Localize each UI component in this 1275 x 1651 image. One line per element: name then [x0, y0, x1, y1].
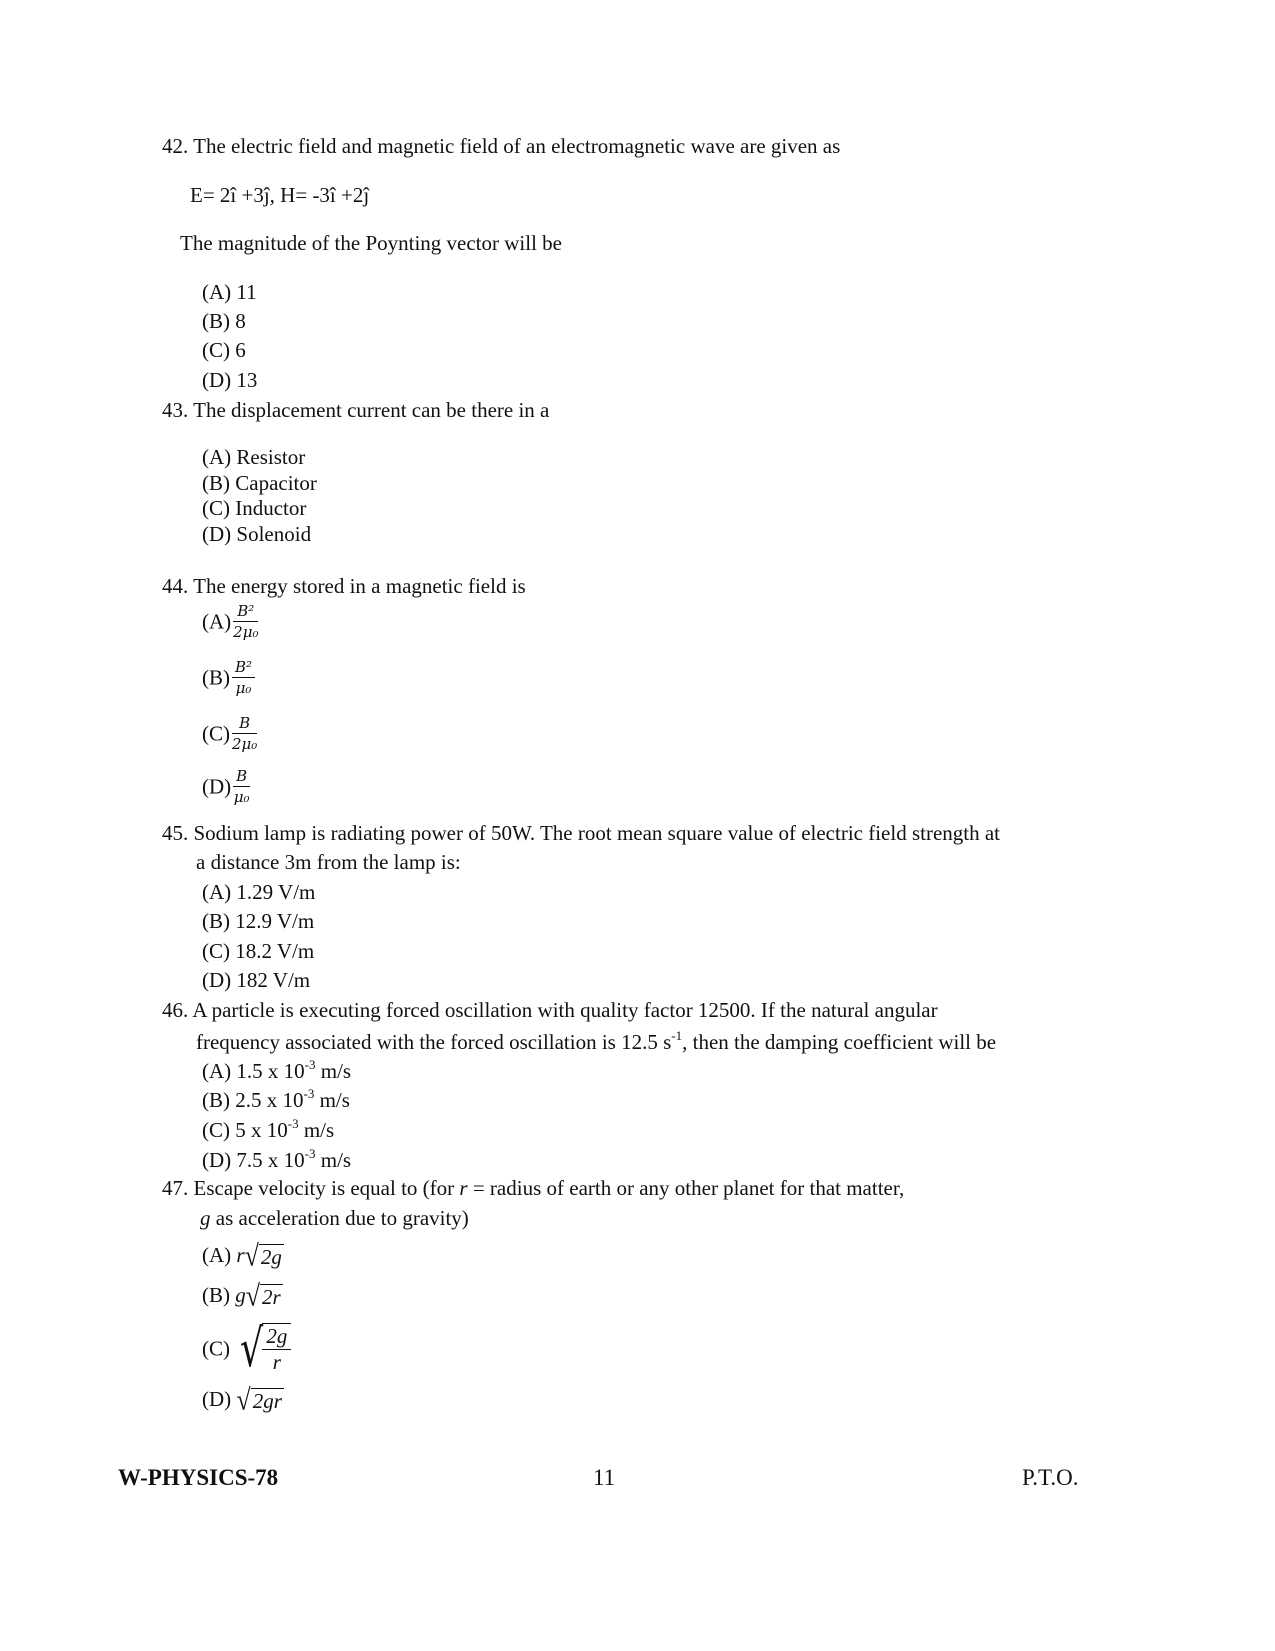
footer-paper-code: W-PHYSICS-78: [118, 1465, 279, 1490]
q44-option-b-numerator: B²: [232, 659, 255, 678]
q46-option-c-text: (C) 5 x 10: [202, 1118, 288, 1142]
sqrt-icon: √: [240, 1319, 264, 1379]
q47-option-b-label: (B): [202, 1283, 230, 1307]
q44-option-a-fraction: [233, 603, 258, 642]
q44-option-b: [202, 659, 255, 698]
q47-stem-line1-text: 47. Escape velocity is equal to (for: [162, 1176, 460, 1200]
q43-option-b: (B) Capacitor: [202, 471, 317, 495]
q44-option-d-label: (D): [202, 774, 232, 799]
q42-stem: 42. The electric field and magnetic field of an electromagnetic wave are given as: [162, 134, 841, 158]
q42-option-c: (C) 6: [202, 338, 246, 362]
q43-option-d: (D) Solenoid: [202, 522, 312, 546]
q44-option-c-label: (C): [202, 721, 230, 746]
q44-option-d-numerator: B: [233, 768, 250, 787]
q47-stem-line2-tail: as acceleration due to gravity): [210, 1206, 469, 1230]
q47-option-b-radicand: 2r: [262, 1285, 281, 1309]
q47-option-d-label: (D): [202, 1387, 232, 1411]
page-number: 11: [593, 1465, 616, 1490]
q44-option-c-fraction: [232, 715, 257, 754]
q44-option-a-label: (A): [202, 609, 232, 634]
q46-option-b-unit: m/s: [314, 1088, 350, 1112]
q47-option-a-sqrt: [245, 1240, 284, 1271]
q45-stem-line1: 45. Sodium lamp is radiating power of 50W. The root mean square value of electric field strength at: [162, 821, 1001, 845]
q45-stem-line2: a distance 3m from the lamp is:: [196, 850, 461, 874]
q47-option-b: [202, 1280, 283, 1311]
q47-option-c-sqrt: [235, 1318, 291, 1380]
q42-equation: E= 2î +3ĵ, H= -3î +2ĵ: [190, 183, 370, 207]
q46-option-d-text: (D) 7.5 x 10: [202, 1148, 305, 1172]
q44-option-d: [202, 768, 250, 807]
q46-option-d-unit: m/s: [315, 1148, 352, 1172]
q46-option-a-text: (A) 1.5 x 10: [202, 1059, 305, 1083]
q46-stem-line2: [196, 1028, 996, 1055]
q46-option-b-text: (B) 2.5 x 10: [202, 1088, 304, 1112]
q47-option-c-fraction: [262, 1323, 291, 1375]
q47-stem-r-symbol: r: [459, 1176, 468, 1200]
q47-stem-g-symbol: g: [200, 1206, 211, 1230]
q47-option-c-numerator: 2g: [262, 1324, 291, 1350]
footer-pto: P.T.O.: [1022, 1465, 1079, 1490]
q46-option-d-exponent: -3: [304, 1146, 316, 1161]
q42-option-a: (A) 11: [202, 280, 257, 304]
q44-option-b-fraction: [232, 659, 255, 698]
q46-option-a-exponent: -3: [304, 1057, 316, 1072]
q47-option-b-coefficient: g: [235, 1283, 246, 1307]
q46-option-c: [202, 1116, 334, 1143]
q47-option-d-sqrt: [236, 1384, 283, 1415]
q45-option-d: (D) 182 V/m: [202, 968, 311, 992]
q47-option-d: [202, 1384, 284, 1415]
q44-option-c-numerator: B: [232, 715, 257, 734]
q46-stem-line1: 46. A particle is executing forced oscillation with quality factor 12500. If the natural angular: [162, 998, 938, 1022]
q47-stem-line2: [200, 1206, 469, 1231]
q43-stem: 43. The displacement current can be there in a: [162, 398, 550, 422]
q47-option-c: [202, 1318, 291, 1380]
q43-option-c: (C) Inductor: [202, 496, 307, 520]
q44-option-d-fraction: [233, 768, 250, 807]
q46-option-c-exponent: -3: [287, 1116, 299, 1131]
q47-option-a-label: (A): [202, 1243, 232, 1267]
q44-option-a: [202, 603, 258, 642]
q47-option-a-coefficient: r: [236, 1243, 245, 1267]
sqrt-icon: √: [236, 1382, 251, 1417]
q44-option-b-denominator: μ₀: [235, 679, 252, 698]
q46-option-b-exponent: -3: [303, 1086, 315, 1101]
q46-stem-line2-text: frequency associated with the forced oscillation is 12.5 s: [196, 1030, 672, 1054]
q47-stem-line1: [162, 1176, 904, 1201]
q47-stem-line1-tail: = radius of earth or any other planet for that matter,: [467, 1176, 905, 1200]
q46-stem-line2-tail: , then the damping coefficient will be: [682, 1030, 997, 1054]
q44-option-a-numerator: B²: [233, 603, 258, 622]
q44-option-a-denominator: 2μ₀: [233, 623, 259, 642]
q45-option-b: (B) 12.9 V/m: [202, 909, 315, 933]
q47-option-a: [202, 1240, 284, 1271]
q46-option-d: [202, 1146, 351, 1173]
q46-stem-line2-exponent: -1: [671, 1028, 683, 1043]
q44-stem: 44. The energy stored in a magnetic field is: [162, 574, 526, 598]
q47-option-a-radicand: 2g: [260, 1245, 282, 1269]
q42-prompt: The magnitude of the Poynting vector will be: [180, 231, 562, 255]
q45-option-a: (A) 1.29 V/m: [202, 880, 316, 904]
q43-option-a: (A) Resistor: [202, 445, 306, 469]
sqrt-icon: √: [244, 1238, 259, 1273]
q46-option-b: [202, 1086, 350, 1113]
q42-option-b: (B) 8: [202, 309, 246, 333]
q47-option-c-label: (C): [202, 1336, 230, 1361]
q46-option-a: [202, 1057, 351, 1084]
sqrt-icon: √: [245, 1278, 261, 1313]
q47-option-b-sqrt: [246, 1280, 283, 1311]
q44-option-c-denominator: 2μ₀: [232, 735, 258, 754]
q44-option-c: [202, 715, 257, 754]
q47-option-d-radicand: 2gr: [252, 1389, 282, 1413]
q46-option-a-unit: m/s: [315, 1059, 352, 1083]
q44-option-d-denominator: μ₀: [233, 788, 250, 807]
q44-option-b-label: (B): [202, 665, 230, 690]
q42-option-d: (D) 13: [202, 368, 258, 392]
q47-option-c-denominator: r: [272, 1350, 281, 1375]
q45-option-c: (C) 18.2 V/m: [202, 939, 315, 963]
q46-option-c-unit: m/s: [298, 1118, 335, 1142]
